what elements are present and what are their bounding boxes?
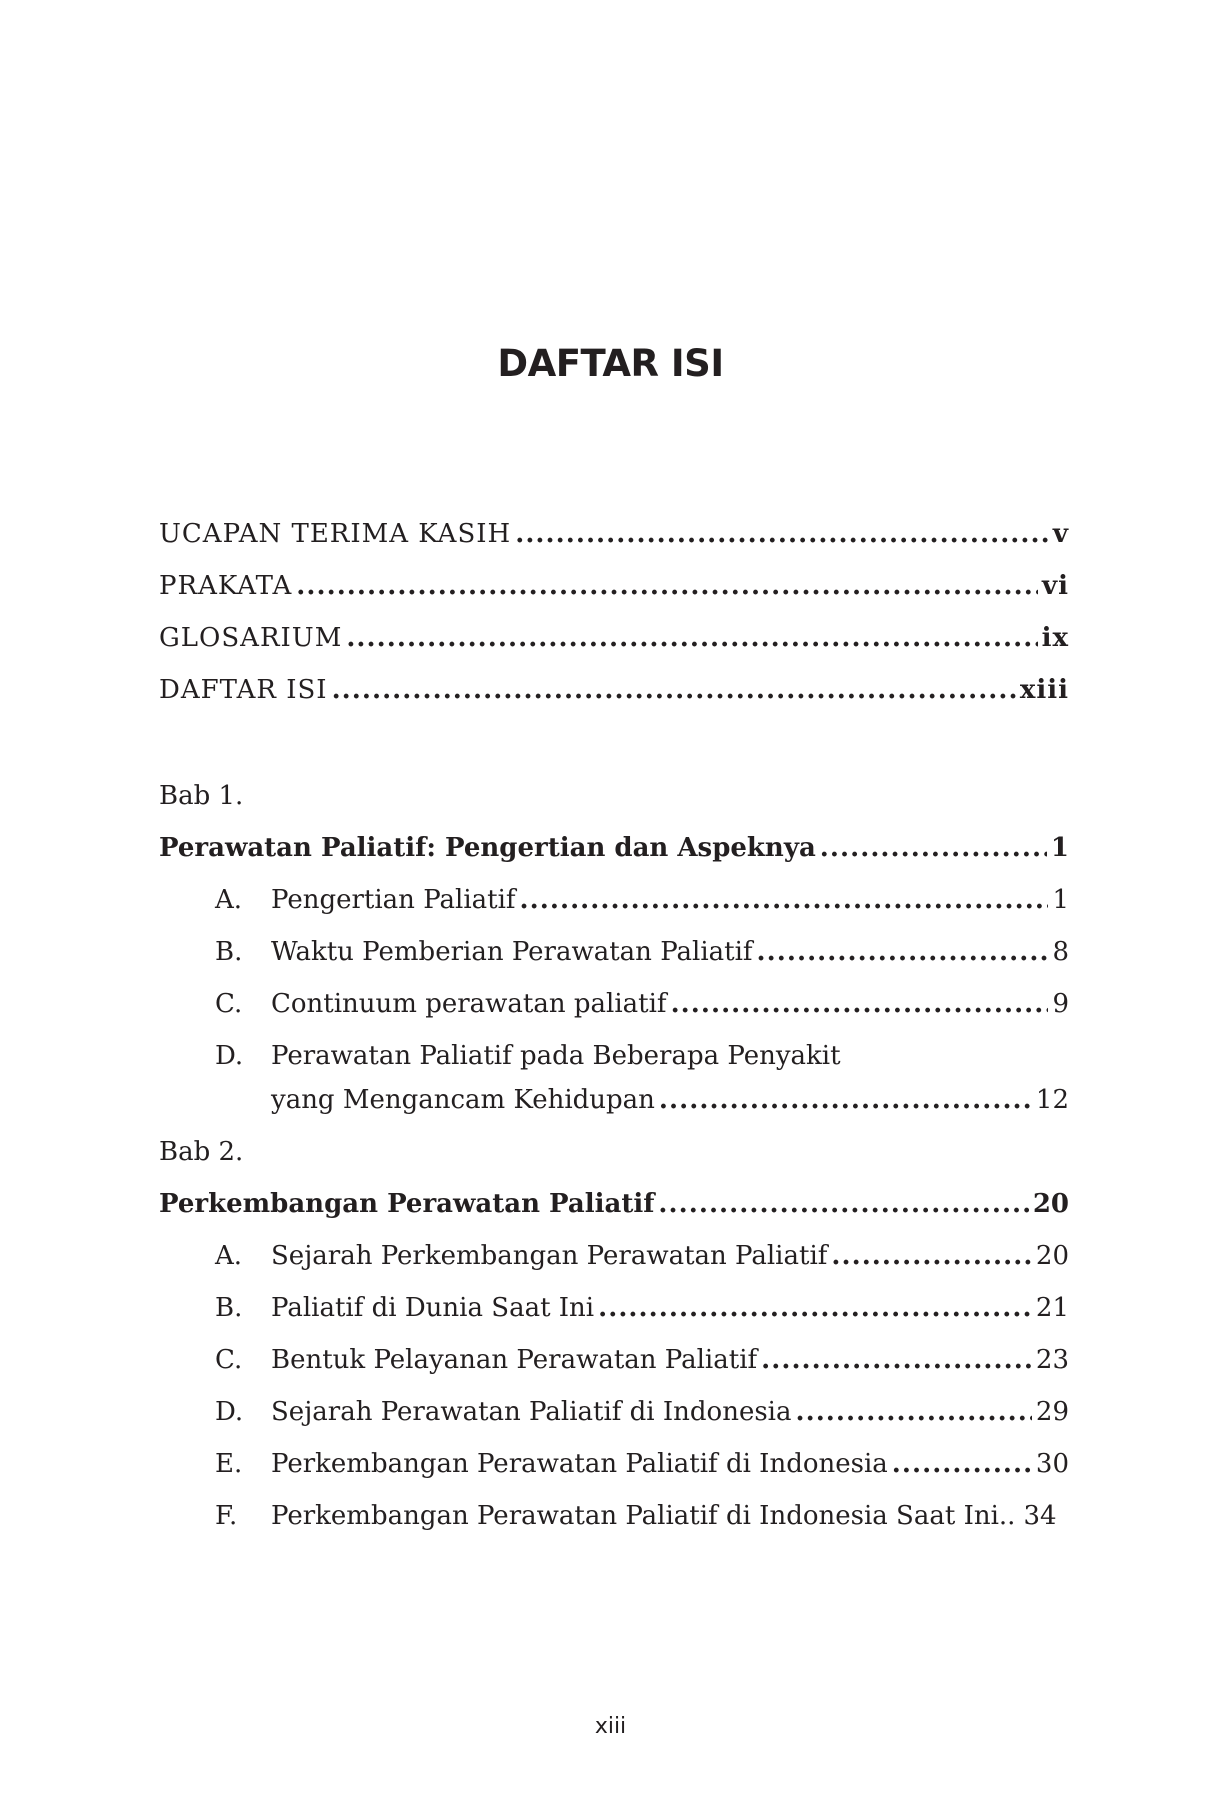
toc-section-2d[interactable] [159,1392,1069,1432]
section-title: Waktu Pemberian Perawatan Paliatif [271,937,753,967]
dot-leader [761,1340,1032,1380]
dot-leader [296,566,1038,606]
toc-entry-title: PRAKATA [159,571,293,601]
section-letter: D. [215,1041,244,1071]
toc-entry-page: v [1052,519,1069,549]
toc-section-1d-line1[interactable] [159,1036,841,1076]
section-page: 34 [1023,1501,1057,1531]
toc-section-2c[interactable] [159,1340,1069,1380]
dot-leader [520,880,1049,920]
section-title: Perawatan Paliatif pada Beberapa Penyakit [271,1041,841,1071]
toc-section-2f[interactable] [159,1496,1069,1536]
section-title-continued: yang Mengancam Kehidupan [271,1085,655,1115]
chapter-title: Perawatan Paliatif: Pengertian dan Aspeknya [159,833,816,863]
chapter-title: Perkembangan Perawatan Paliatif [159,1189,655,1219]
toc-section-2a[interactable] [159,1236,1069,1276]
section-letter: D. [215,1397,244,1427]
dot-leader [796,1392,1032,1432]
dot-leader [346,618,1037,658]
dot-leader [820,828,1047,868]
section-letter: C. [215,989,243,1019]
section-title: Pengertian Paliatif [271,885,516,915]
toc-entry-glosarium[interactable] [159,618,1069,658]
toc-entry-page: ix [1041,623,1069,653]
section-page: 12 [1035,1085,1069,1115]
section-title: Continuum perawatan paliatif [271,989,667,1019]
section-letter: A. [215,885,243,915]
dot-leader [659,1080,1032,1120]
toc-entry-title: GLOSARIUM [159,623,343,653]
chapter-label: Bab 1. [159,781,244,811]
toc-entry-prakata[interactable] [159,566,1069,606]
section-letter: B. [215,937,243,967]
section-page: 23 [1035,1345,1069,1375]
section-page: 30 [1035,1449,1069,1479]
section-title: Bentuk Pelayanan Perawatan Paliatif [271,1345,758,1375]
dot-leader [515,514,1049,554]
chapter-page: 20 [1032,1189,1069,1219]
section-page: 8 [1052,937,1069,967]
section-title: Sejarah Perawatan Paliatif di Indonesia [271,1397,792,1427]
section-title: Perkembangan Perawatan Paliatif di Indonesia [271,1449,888,1479]
section-page: 9 [1052,989,1069,1019]
toc-entry-ucapan-terima-kasih[interactable] [159,514,1069,554]
section-letter: B. [215,1293,243,1323]
section-letter: F. [215,1501,238,1531]
section-title: Perkembangan Perawatan Paliatif di Indonesia Saat Ini.. [271,1501,1016,1531]
toc-section-1b[interactable] [159,932,1069,972]
section-page: 1 [1052,885,1069,915]
section-title: Sejarah Perkembangan Perawatan Paliatif [271,1241,828,1271]
chapter-page: 1 [1050,833,1069,863]
toc-entry-title: DAFTAR ISI [159,675,328,705]
section-page: 20 [1035,1241,1069,1271]
toc-section-2b[interactable] [159,1288,1069,1328]
toc-chapter-2[interactable] [159,1184,1069,1224]
section-title: Paliatif di Dunia Saat Ini [271,1293,595,1323]
dot-leader [757,932,1049,972]
section-page: 21 [1035,1293,1069,1323]
toc-entry-page: xiii [1019,675,1069,705]
section-letter: A. [215,1241,243,1271]
dot-leader [831,1236,1032,1276]
toc-entry-title: UCAPAN TERIMA KASIH [159,519,512,549]
section-letter: E. [215,1449,243,1479]
page-title: DAFTAR ISI [497,342,724,385]
dot-leader [598,1288,1032,1328]
chapter-label: Bab 2. [159,1137,244,1167]
toc-entry-daftar-isi[interactable] [159,670,1069,710]
dot-leader [658,1184,1028,1224]
dot-leader [892,1444,1032,1484]
toc-section-1d-line2[interactable] [159,1080,1069,1120]
dot-leader [671,984,1049,1024]
page-number: xiii [594,1714,627,1739]
section-letter: C. [215,1345,243,1375]
toc-section-2e[interactable] [159,1444,1069,1484]
toc-section-1a[interactable] [159,880,1069,920]
toc-chapter-1[interactable] [159,828,1069,868]
toc-entry-page: vi [1042,571,1069,601]
dot-leader [332,670,1016,710]
toc-section-1c[interactable] [159,984,1069,1024]
section-page: 29 [1035,1397,1069,1427]
